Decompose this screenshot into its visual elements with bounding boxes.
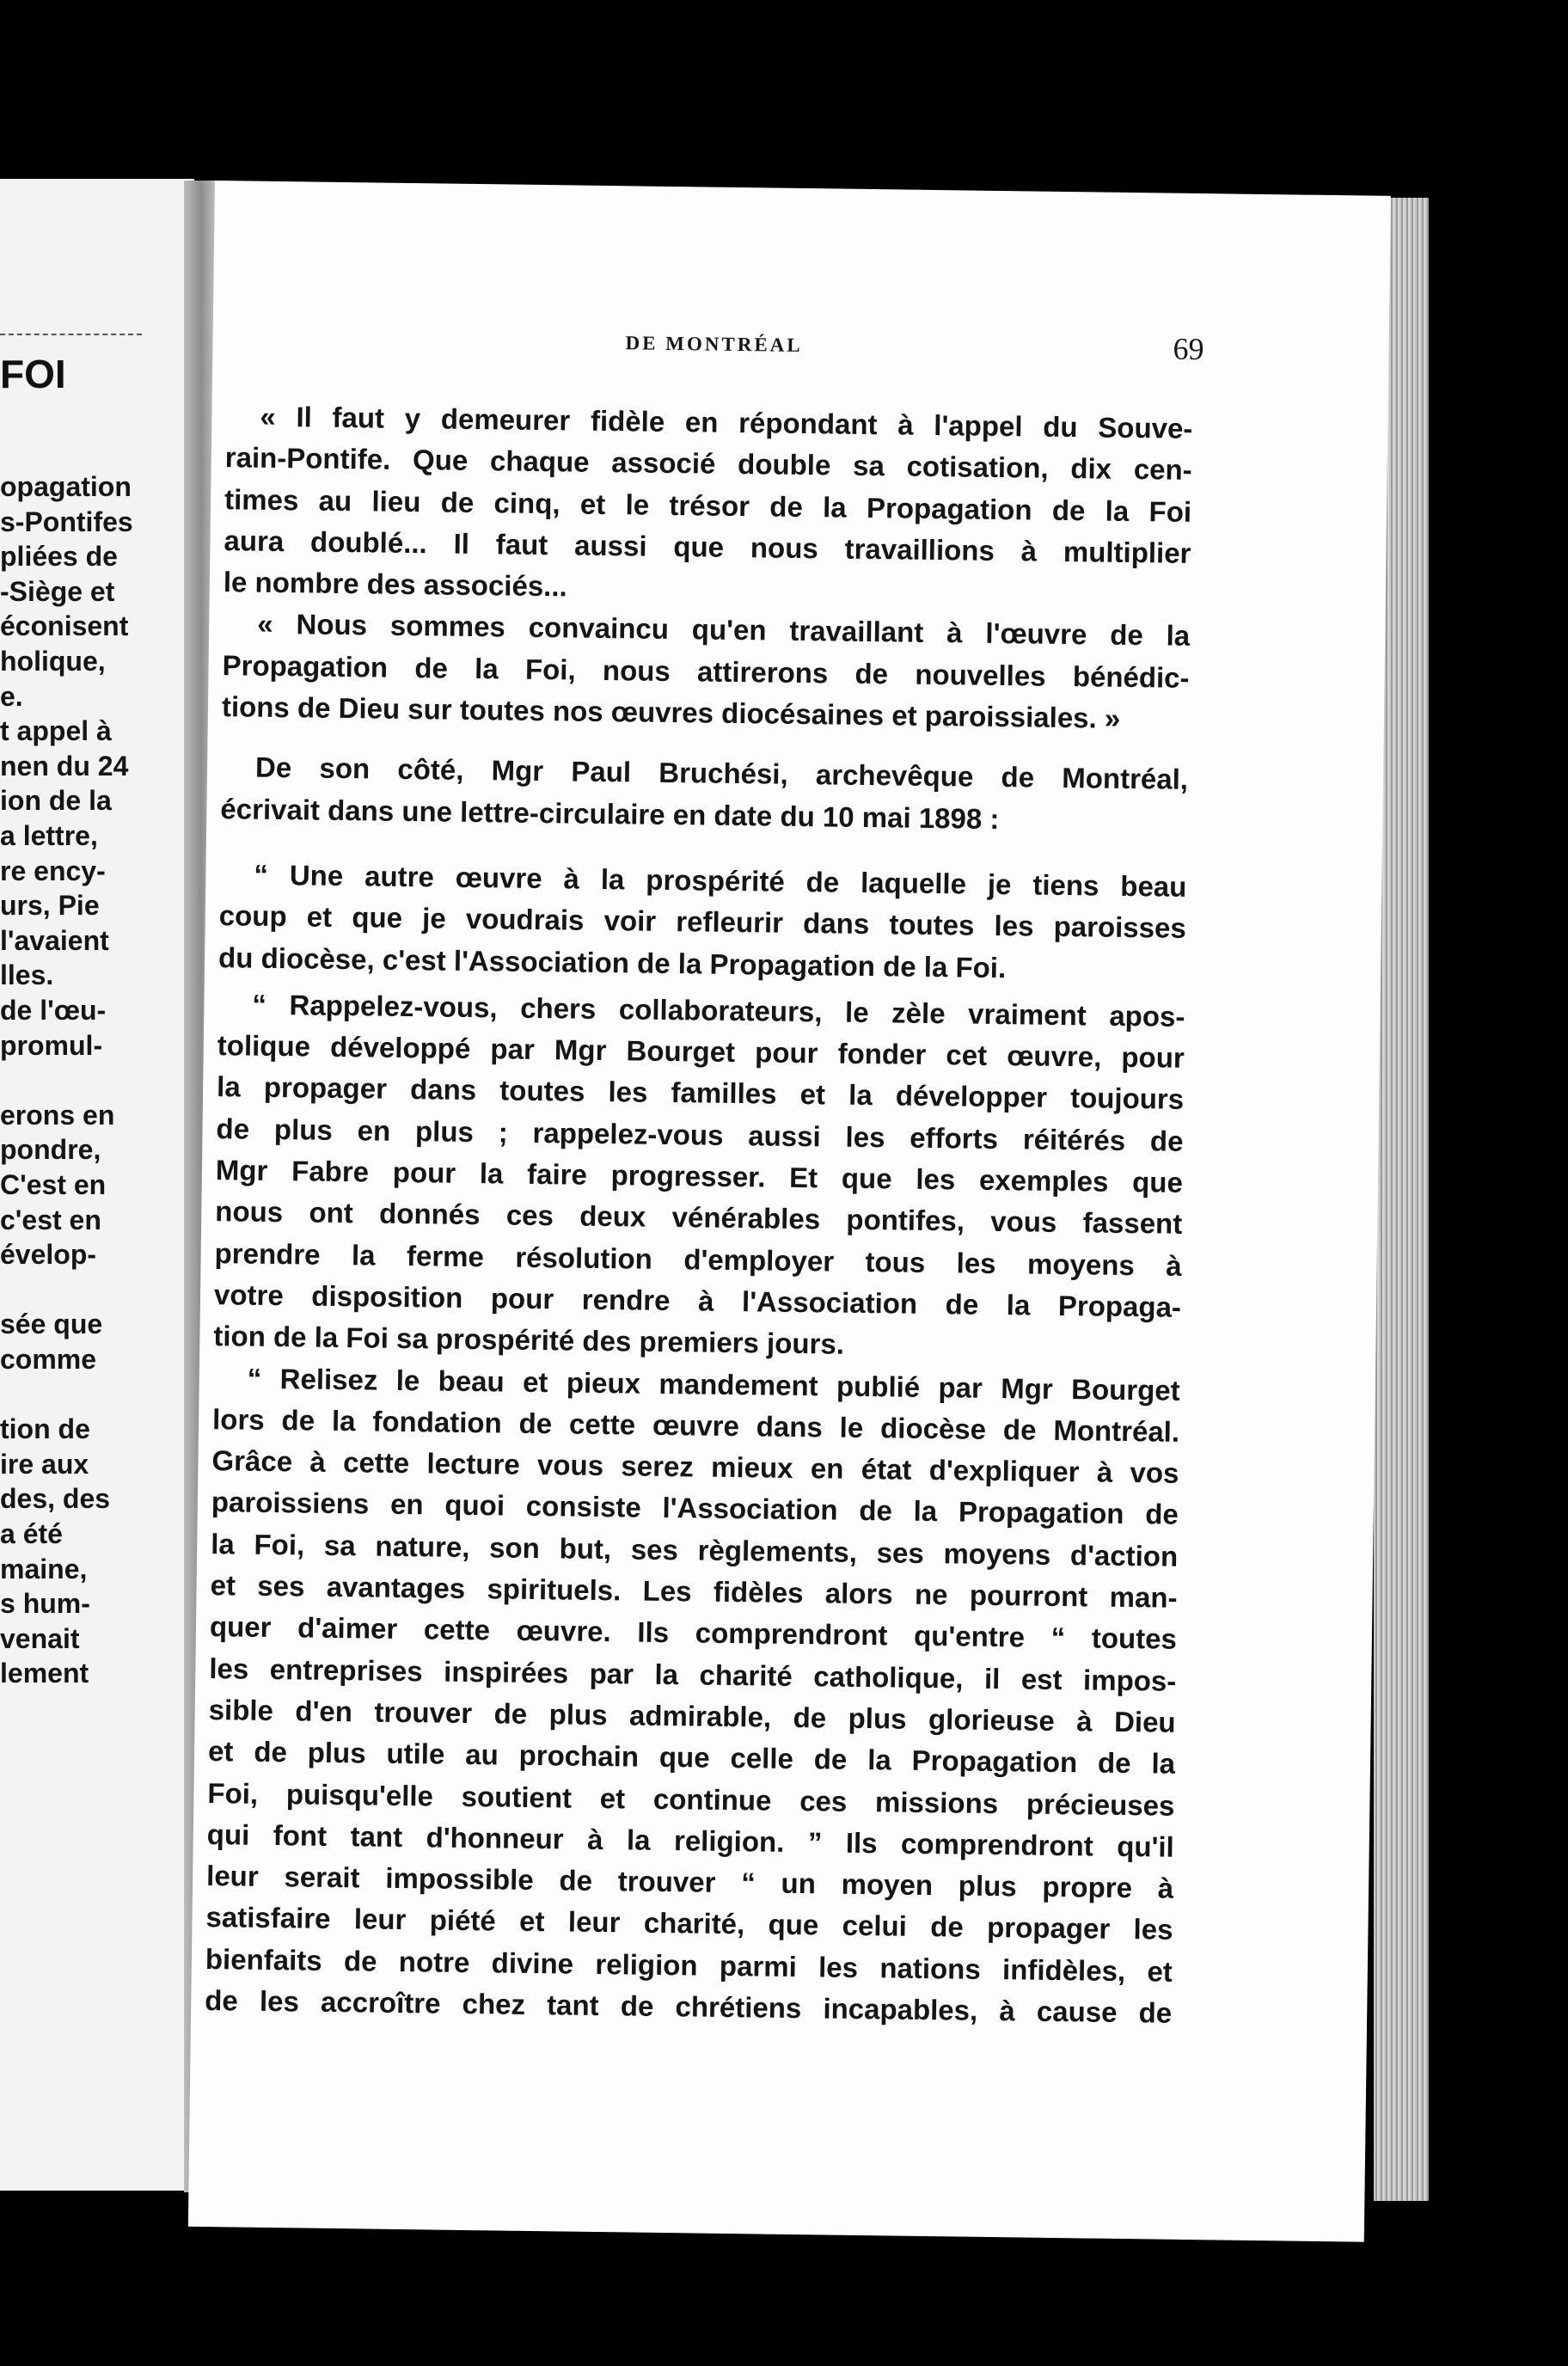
left-page-line: urs, Pie	[0, 890, 100, 922]
left-page-line: s hum-	[0, 1588, 90, 1620]
quote-paragraph-1	[224, 395, 1193, 616]
text-line: rain-Pontife. Que chaque associé double sa cotisation, dix cen-	[224, 441, 1192, 487]
main-page	[188, 181, 1391, 2242]
text-line: tions de Dieu sur toutes nos œuvres diocésaines et paroissiales. »	[221, 690, 1121, 734]
left-page-line: évelop-	[0, 1239, 97, 1271]
text-line: qui font tant d'honneur à la religion. ” Ils comprendront qu'il	[206, 1817, 1174, 1863]
left-page-line: comme	[0, 1344, 97, 1375]
left-page-line: lement	[0, 1658, 89, 1689]
left-page-line: l'avaient	[0, 924, 109, 956]
text-line: la propager dans toutes les familles et la développer toujours	[216, 1070, 1185, 1116]
left-page-line: s-Pontifes	[0, 506, 133, 537]
text-line: satisfaire leur piété et leur charité, que celui de propager les	[205, 1901, 1173, 1946]
text-line: de les accroître chez tant de chrétiens incapables, à cause de	[205, 1984, 1173, 2029]
text-line: tion de la Foi sa prospérité des premiers jours.	[213, 1320, 845, 1360]
left-page-line: éconisent	[0, 610, 129, 642]
left-page-title: FOI	[0, 352, 66, 396]
left-page-line: a été	[0, 1518, 63, 1549]
left-page-line: de l'œu-	[0, 995, 107, 1026]
text-line: votre disposition pour rendre à l'Association de la Propaga-	[213, 1278, 1182, 1323]
text-line: De son côté, Mgr Paul Bruchési, archevêque de Montréal,	[254, 751, 1189, 796]
text-line: Foi, puisqu'elle soutient et continue ces missions précieuses	[207, 1776, 1175, 1822]
text-line: de plus en plus ; rappelez-vous aussi les efforts réitérés de	[216, 1112, 1184, 1157]
left-page-line: pliées de	[0, 541, 118, 573]
text-line: times au lieu de cinq, et le trésor de la Propagation de la Foi	[224, 482, 1192, 528]
left-page-line: a lettre,	[0, 820, 98, 851]
left-page-line: -Siège et	[0, 575, 115, 607]
text-line: “ Relisez le beau et pieux mandement publié par Mgr Bourget	[247, 1362, 1180, 1407]
quote-paragraph-4	[213, 984, 1185, 1370]
text-line: et de plus utile au prochain que celle de la Propagation de la	[207, 1735, 1176, 1780]
text-line: “ Une autre œuvre à la prospérité de laquelle je tiens beau	[254, 858, 1187, 903]
left-page-line: nen du 24	[0, 750, 129, 782]
quote-paragraph-5	[205, 1358, 1180, 2034]
left-page-line: erons en	[0, 1099, 115, 1131]
running-head: DE MONTRÉAL	[625, 332, 803, 356]
left-page-line: sée que	[0, 1309, 103, 1340]
intro-paragraph	[220, 747, 1188, 843]
left-page-line: tion de	[0, 1413, 90, 1445]
quote-paragraph-2	[222, 604, 1191, 741]
left-page-line: promul-	[0, 1029, 103, 1061]
left-page-line: C'est en	[0, 1169, 107, 1200]
quote-paragraph-3	[218, 854, 1187, 991]
left-page-line: t appel à	[0, 715, 112, 747]
left-page-line: lles.	[0, 959, 54, 991]
left-page-line: c'est en	[0, 1204, 101, 1235]
text-line: paroissiens en quoi consiste l'Association de la Propagation de	[211, 1486, 1179, 1531]
left-page-line: ire aux	[0, 1448, 89, 1480]
text-line: aura doublé... Il faut aussi que nous travaillions à multiplier	[224, 524, 1191, 569]
text-line: les entreprises inspirées par la charité catholique, il est impos-	[209, 1652, 1177, 1697]
text-line: Propagation de la Foi, nous attirerons de nouvelles bénédic-	[222, 648, 1190, 694]
left-page	[0, 179, 194, 2191]
text-line: sible d'en trouver de plus admirable, de plus glorieuse à Dieu	[208, 1693, 1176, 1738]
text-line: coup et que je voudrais voir refleurir dans toutes les paroisses	[218, 899, 1186, 945]
text-line: la Foi, sa nature, son but, ses règlements, ses moyens d'action	[211, 1527, 1179, 1572]
left-page-line: re ency-	[0, 855, 106, 886]
text-line: leur serait impossible de trouver “ un moyen plus propre à	[205, 1860, 1174, 1904]
text-line: lors de la fondation de cette œuvre dans le diocèse de Montréal.	[211, 1402, 1180, 1448]
text-line: le nombre des associés...	[223, 566, 567, 603]
left-page-line: e.	[0, 680, 23, 712]
left-page-line: venait	[0, 1622, 80, 1654]
text-line: “ Rappelez-vous, chers collaborateurs, le zèle vraiment apos-	[252, 988, 1185, 1033]
text-line: « Il faut y demeurer fidèle en répondant à l'appel du Souve-	[260, 400, 1193, 444]
text-line: Mgr Fabre pour la faire progresser. Et que les exemples que	[215, 1154, 1184, 1198]
text-line: quer d'aimer cette œuvre. Ils comprendront qu'entre “ toutes	[209, 1610, 1178, 1656]
text-line: prendre la ferme résolution d'employer tous les moyens à	[214, 1236, 1182, 1282]
body-text	[205, 395, 1193, 2034]
left-page-line: des, des	[0, 1483, 111, 1515]
page-number: 69	[1173, 331, 1204, 367]
text-line: nous ont donnés ces deux vénérables pontifes, vous fassent	[215, 1195, 1183, 1241]
left-page-rule	[0, 334, 142, 335]
left-page-line: opagation	[0, 471, 132, 502]
text-line: du diocèse, c'est l'Association de la Propagation de la Foi.	[217, 941, 1007, 984]
left-page-line: maine,	[0, 1553, 88, 1584]
text-line: et ses avantages spirituels. Les fidèles alors ne pourront man-	[210, 1569, 1178, 1614]
left-page-line: pondre,	[0, 1134, 101, 1166]
left-page-line: ion de la	[0, 785, 112, 817]
left-page-line: holique,	[0, 646, 106, 677]
text-line: bienfaits de notre divine religion parmi les nations infidèles, et	[205, 1942, 1173, 1988]
text-line: écrivait dans une lettre-circulaire en date du 10 mai 1898 :	[220, 792, 1000, 835]
text-line: Grâce à cette lecture vous serez mieux en état d'expliquer à vos	[211, 1444, 1179, 1489]
text-line: tolique développé par Mgr Bourget pour fonder cet œuvre, pour	[217, 1029, 1185, 1075]
text-line: « Nous sommes convaincu qu'en travaillant à l'œuvre de la	[257, 608, 1191, 653]
